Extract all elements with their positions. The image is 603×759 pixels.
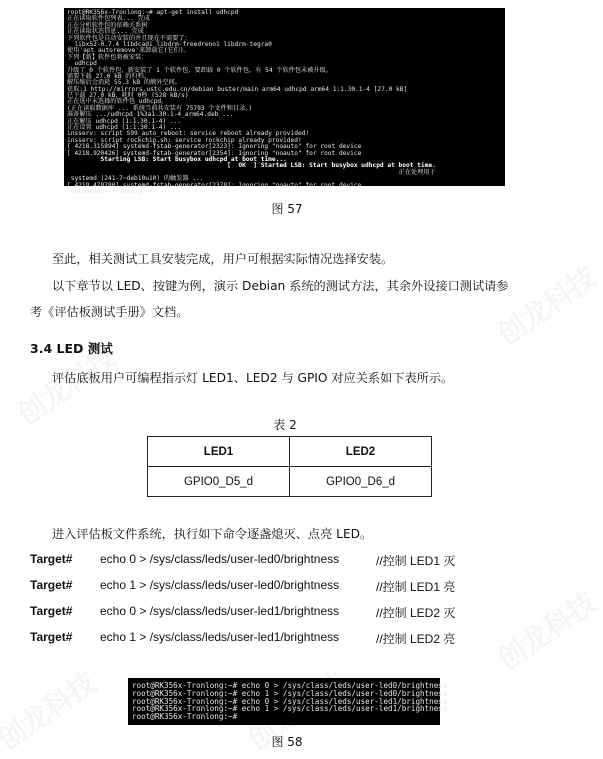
command-comment: //控制 LED2 灭 xyxy=(376,606,456,620)
terminal-line: 解压缩后会消耗 55.3 kB 的额外空间。 xyxy=(67,79,181,87)
paragraph-led-commands-intro: 进入评估板文件系统，执行如下命令逐盏熄灭、点亮 LED。 xyxy=(52,527,373,541)
terminal-line: 升级了 0 个软件包，新安装了 1 个软件包，要卸载 0 个软件包，有 54 个软件包未被升级。 xyxy=(67,66,332,74)
table-caption: 表 2 xyxy=(273,418,297,432)
terminal-line: (正在读取数据库 ... 系统当前共安装有 75793 个文件和目录。) xyxy=(67,104,253,112)
paragraph-test-intro: 以下章节以 LED、按键为例，演示 Debian 系统的测试方法，其余外设接口测试请参 xyxy=(52,279,509,293)
table-cell: GPIO0_D5_d xyxy=(148,467,290,497)
figure-caption-58: 图 58 xyxy=(271,735,303,749)
command-comment: //控制 LED2 亮 xyxy=(376,632,456,646)
terminal-line: insserv: script S99_auto_reboot: service reboot already provided! xyxy=(67,130,310,138)
terminal-line: Starting LSB: Start busybox udhcpd at boot time... xyxy=(67,155,287,163)
command-comment: //控制 LED1 灭 xyxy=(376,554,456,568)
table-row xyxy=(148,467,432,497)
terminal-line: root@RK356x-Tronlong:~# echo 1 > /sys/class/leds/user-led1/brightness xyxy=(132,704,448,714)
terminal-line: root@RK356x-Tronlong:~# xyxy=(132,712,238,722)
terminal-line: libx52-0.7.4 libdcadi libdrm-freedreno1 libdrm-tegra0 xyxy=(67,40,272,48)
terminal-line: root@RK356x-Tronlong:~# echo 0 > /sys/class/leds/user-led1/brightness xyxy=(132,696,448,706)
terminal-line: root@RK356x-Tronlong:~# xyxy=(67,187,153,195)
terminal-line: 下列【新】软件包将被安装： xyxy=(67,53,148,61)
terminal-line: 使用'apt autoremove'来卸载它(它们)。 xyxy=(67,47,190,55)
figure-caption-57: 图 57 xyxy=(271,202,303,216)
table-cell: GPIO0_D6_d xyxy=(290,467,432,497)
watermark xyxy=(489,256,603,353)
command-prompt: Target# xyxy=(30,552,73,566)
command-prompt: Target# xyxy=(30,578,73,592)
command-text: echo 0 > /sys/class/leds/user-led1/brightness xyxy=(100,604,340,618)
terminal-line: root@RK356x-Tronlong:~# echo 1 > /sys/class/leds/user-led0/brightness xyxy=(132,688,448,698)
terminal-line: 准备解压 .../udhcpd_1%3a1.30.1-4_arm64.deb ... xyxy=(67,111,234,119)
terminal-line: insserv: script rockchip.sh: service rockchip already provided! xyxy=(67,136,302,144)
command-prompt: Target# xyxy=(30,604,73,618)
terminal-line: udhcpd xyxy=(67,60,97,68)
terminal-line: 正在解压 udhcpd (1:1.30.1-4) ... xyxy=(67,117,182,125)
terminal-line: 正在读取软件包列表... 完成 xyxy=(67,15,150,23)
table-header-row xyxy=(148,437,432,467)
terminal-screenshot-apt-install xyxy=(64,8,505,195)
terminal-line: [ 4218.315894] systemd-fstab-generator[2323]: Ignoring "noauto" for root device xyxy=(67,143,362,151)
terminal-line: root@RK356x-Tronlong:~# apt-get install udhcpd xyxy=(67,9,239,16)
command-text: echo 1 > /sys/class/leds/user-led0/brightness xyxy=(100,578,340,592)
terminal-line: 已下载 27.0 kB，耗时 0秒 (528 kB/s) xyxy=(67,92,189,100)
paragraph-tools-installed: 至此，相关测试工具安装完成，用户可根据实际情况选择安装。 xyxy=(52,252,394,266)
table-header-cell: LED2 xyxy=(290,437,432,467)
watermark xyxy=(489,581,603,678)
terminal-line: 正在读取状态信息... 完成 xyxy=(67,28,144,36)
table-header-cell: LED1 xyxy=(148,437,290,467)
watermark xyxy=(0,661,103,758)
terminal-line: [ 4219.478780] systemd-fstab-generator[2378]: Ignoring "noauto" for root device xyxy=(67,181,362,189)
terminal-line: 需要下载 27.0 kB 的归档。 xyxy=(67,72,151,80)
led-gpio-table xyxy=(147,436,432,497)
command-comment: //控制 LED1 亮 xyxy=(376,580,456,594)
terminal-line: 获取:1 http://mirrors.ustc.edu.cn/debian buster/main arm64 udhcpd arm64 1:1.30.1-4 [27.0 kB] xyxy=(67,85,408,93)
terminal-line: 正在选中未选择的软件包 udhcpd。 xyxy=(67,98,168,106)
command-text: echo 1 > /sys/class/leds/user-led1/brightness xyxy=(100,630,340,644)
terminal-line: 正在处理用于 xyxy=(67,168,436,176)
paragraph-led-gpio-intro: 评估底板用户可编程指示灯 LED1、LED2 与 GPIO 对应关系如下表所示。 xyxy=(52,371,454,385)
section-heading-led-test: 3.4 LED 测试 xyxy=(30,341,113,356)
command-text: echo 0 > /sys/class/leds/user-led0/brightness xyxy=(100,552,340,566)
terminal-line: [ OK ] Started LSB: Start busybox udhcpd at boot time. xyxy=(67,162,436,170)
terminal-line: systemd (241-7~deb10u10) 的触发器 ... xyxy=(67,175,204,183)
paragraph-test-manual-ref: 考《评估板测试手册》文档。 xyxy=(30,305,189,319)
terminal-line: 下列软件包是自动安装的并且现在不需要了： xyxy=(67,34,191,42)
terminal-screenshot-led-commands xyxy=(128,678,448,725)
terminal-line: [ 4218.920426] systemd-fstab-generator[2354]: Ignoring "noauto" for root device xyxy=(67,149,362,157)
terminal-line: 正在设置 udhcpd (1:1.30.1-4) ... xyxy=(67,124,182,132)
terminal-line: 正在分析软件包的依赖关系树 xyxy=(67,21,148,29)
command-prompt: Target# xyxy=(30,630,73,644)
terminal-line: root@RK356x-Tronlong:~# echo 0 > /sys/class/leds/user-led0/brightness xyxy=(132,681,448,690)
